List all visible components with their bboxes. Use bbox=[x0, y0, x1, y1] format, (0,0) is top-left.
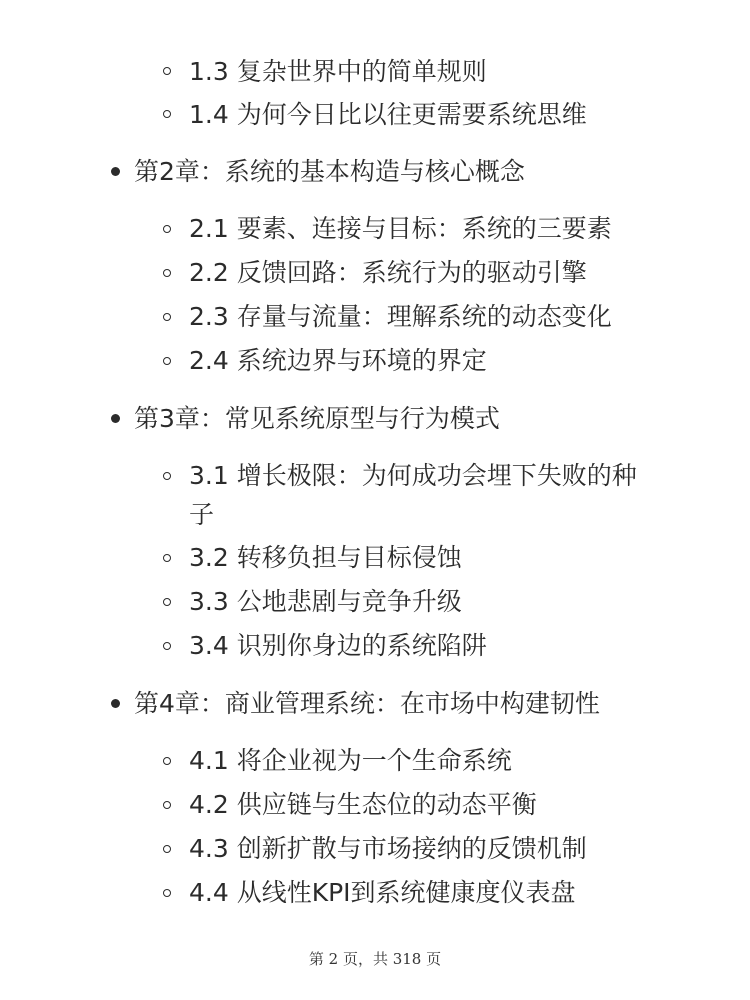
solid-bullet-icon bbox=[111, 414, 120, 423]
page-number-footer: 第 2 页，共 318 页 bbox=[308, 950, 442, 968]
hollow-bullet-icon bbox=[163, 845, 171, 853]
toc-section-3-1[interactable]: 3.1 增长极限：为何成功会埋下失败的种 bbox=[189, 461, 637, 490]
solid-bullet-icon bbox=[111, 699, 120, 708]
toc-chapter-2[interactable]: 第2章：系统的基本构造与核心概念 bbox=[134, 157, 525, 186]
hollow-bullet-icon bbox=[163, 598, 171, 606]
toc-section-2-1[interactable]: 2.1 要素、连接与目标：系统的三要素 bbox=[189, 214, 612, 243]
toc-section-2-2[interactable]: 2.2 反馈回路：系统行为的驱动引擎 bbox=[189, 258, 587, 287]
hollow-bullet-icon bbox=[163, 642, 171, 650]
toc-chapter-4[interactable]: 第4章：商业管理系统：在市场中构建韧性 bbox=[134, 689, 600, 718]
solid-bullet-icon bbox=[111, 167, 120, 176]
toc-section-3-3[interactable]: 3.3 公地悲剧与竞争升级 bbox=[189, 587, 462, 616]
toc-chapter-3[interactable]: 第3章：常见系统原型与行为模式 bbox=[134, 404, 500, 433]
hollow-bullet-icon bbox=[163, 225, 171, 233]
hollow-bullet-icon bbox=[163, 801, 171, 809]
hollow-bullet-icon bbox=[163, 357, 171, 365]
hollow-bullet-icon bbox=[163, 757, 171, 765]
hollow-bullet-icon bbox=[163, 269, 171, 277]
toc-section-4-4[interactable]: 4.4 从线性KPI到系统健康度仪表盘 bbox=[189, 878, 576, 907]
toc-section-4-3[interactable]: 4.3 创新扩散与市场接纳的反馈机制 bbox=[189, 834, 587, 863]
hollow-bullet-icon bbox=[163, 67, 171, 75]
toc-section-3-4[interactable]: 3.4 识别你身边的系统陷阱 bbox=[189, 631, 487, 660]
toc-section-4-2[interactable]: 4.2 供应链与生态位的动态平衡 bbox=[189, 790, 537, 819]
toc-section-1-3[interactable]: 1.3 复杂世界中的简单规则 bbox=[189, 57, 487, 86]
toc-section-2-3[interactable]: 2.3 存量与流量：理解系统的动态变化 bbox=[189, 302, 612, 331]
hollow-bullet-icon bbox=[163, 554, 171, 562]
hollow-bullet-icon bbox=[163, 889, 171, 897]
toc-section-3-2[interactable]: 3.2 转移负担与目标侵蚀 bbox=[189, 543, 462, 572]
toc-section-3-1-continuation[interactable]: 子 bbox=[189, 500, 215, 529]
hollow-bullet-icon bbox=[163, 110, 171, 118]
hollow-bullet-icon bbox=[163, 472, 171, 480]
toc-section-1-4[interactable]: 1.4 为何今日比以往更需要系统思维 bbox=[189, 100, 587, 129]
toc-section-4-1[interactable]: 4.1 将企业视为一个生命系统 bbox=[189, 746, 512, 775]
toc-section-2-4[interactable]: 2.4 系统边界与环境的界定 bbox=[189, 346, 487, 375]
hollow-bullet-icon bbox=[163, 313, 171, 321]
